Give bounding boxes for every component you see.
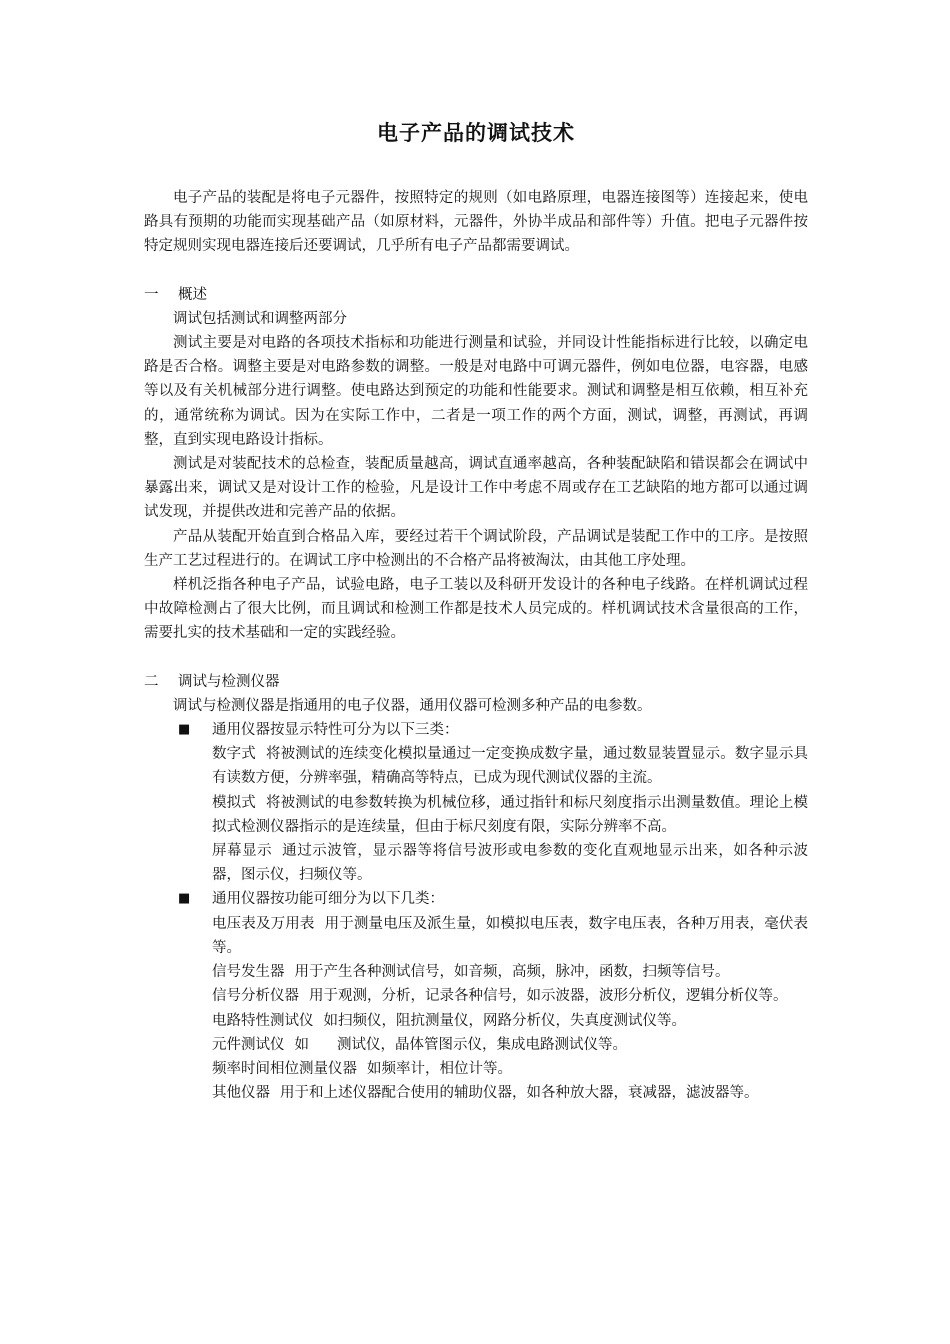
- spacer: [144, 646, 808, 670]
- item-text: 将被测试的电参数转换为机械位移，通过指针和标尺刻度指示出测量数值。理论上模拟式检测仪器指示的是连续量，但由于标尺刻度有限，实际分辨率不高。: [212, 794, 809, 835]
- list-item: [144, 839, 808, 887]
- section1-paragraph-3: 产品从装配开始直到合格品入库，要经过若干个调试阶段，产品调试是装配工作中的工序。是按照生产工艺过程进行的。在调试工序中检测出的不合格产品将被淘汰，由其他工序处理。: [144, 528, 808, 569]
- square-bullet-icon: ■: [178, 891, 191, 907]
- section2-intro: 调试与检测仪器是指通用的电子仪器，通用仪器可检测多种产品的电参数。: [173, 697, 652, 714]
- section1-subtitle: 调试包括测试和调整两部分: [173, 310, 347, 327]
- item-term: 电路特性测试仪: [212, 1012, 314, 1029]
- list-item: [144, 960, 808, 984]
- list-item: [144, 1081, 808, 1105]
- bullet-display-types: [144, 718, 808, 742]
- item-text: 如频率计，相位计等。: [367, 1060, 512, 1077]
- section1-title: 概述: [178, 286, 207, 303]
- section1-number: 一: [144, 286, 159, 303]
- item-text: 用于观测，分析，记录各种信号，如示波器，波形分析仪，逻辑分析仪等。: [309, 988, 788, 1005]
- item-text: 将被测试的连续变化模拟量通过一定变换成数字量，通过数显装置显示。数字显示具有读数方便，分辨率强，精确高等特点，已成为现代测试仪器的主流。: [212, 746, 809, 787]
- item-term: 频率时间相位测量仪器: [212, 1060, 357, 1077]
- section2-title: 调试与检测仪器: [178, 673, 280, 690]
- section1-paragraph-2: 测试是对装配技术的总检查，装配质量越高，调试直通率越高，各种装配缺陷和错误都会在调试中暴露出来，调试又是对设计工作的检验，凡是设计工作中考虑不周或存在工艺缺陷的地方都可以通过调试发现，并提供改进和完善产品的依据。: [144, 456, 808, 521]
- item-text: 用于和上述仪器配合使用的辅助仪器，如各种放大器，衰减器，滤波器等。: [280, 1085, 759, 1102]
- list-item: [144, 1009, 808, 1033]
- item-text: 用于测量电压及派生量，如模拟电压表，数字电压表，各种万用表，毫伏表等。: [212, 915, 808, 956]
- section2-heading: [144, 670, 808, 694]
- item-term: 信号分析仪器: [212, 988, 299, 1005]
- intro-paragraph: 电子产品的装配是将电子元器件，按照特定的规则（如电路原理，电器连接图等）连接起来，使电路具有预期的功能而实现基础产品（如原材料，元器件，外协半成品和部件等）升值。把电子元器件按特定规则实现电器连接后还要调试，几乎所有电子产品都需要调试。: [144, 190, 808, 255]
- bullet-heading: 通用仪器按显示特性可分为以下三类：: [212, 722, 459, 739]
- spacer: [144, 259, 808, 283]
- list-item: [144, 984, 808, 1008]
- list-item: [144, 791, 808, 839]
- list-item: [144, 912, 808, 960]
- document-title: 电子产品的调试技术: [377, 120, 575, 145]
- list-item: [144, 1057, 808, 1081]
- item-text: 用于产生各种测试信号，如音频，高频，脉冲，函数，扫频等信号。: [294, 964, 730, 981]
- item-text: 通过示波管，显示器等将信号波形或电参数的变化直观地显示出来，如各种示波器，图示仪，扫频仪等。: [212, 843, 809, 884]
- list-item: [144, 1033, 808, 1057]
- item-term: 数字式: [212, 746, 256, 763]
- section2-number: 二: [144, 673, 159, 690]
- section1-heading: [144, 283, 808, 307]
- section1-paragraph-4: 样机泛指各种电子产品，试验电路，电子工装以及科研开发设计的各种电子线路。在样机调试过程中故障检测占了很大比例，而且调试和检测工作都是技术人员完成的。样机调试技术含量很高的工作，需要扎实的技术基础和一定的实践经验。: [144, 577, 808, 642]
- item-term: 电压表及万用表: [212, 915, 315, 932]
- list-item: [144, 742, 808, 790]
- item-text-a: 如: [294, 1036, 309, 1053]
- item-term: 其他仪器: [212, 1085, 270, 1102]
- section1-paragraph-1: 测试主要是对电路的各项技术指标和功能进行测量和试验，并同设计性能指标进行比较，以确定电路是否合格。调整主要是对电路参数的调整。一般是对电路中可调元器件，例如电位器，电容器，电感等以及有关机械部分进行调整。使电路达到预定的功能和性能要求。测试和调整是相互依赖，相互补充的，通常统称为调试。因为在实际工作中，二者是一项工作的两个方面，测试，调整，再测试，再调整，直到实现电路设计指标。: [144, 335, 808, 448]
- item-text-b: 测试仪，晶体管图示仪，集成电路测试仪等。: [337, 1036, 627, 1053]
- item-term: 屏幕显示: [212, 843, 273, 860]
- bullet-heading: 通用仪器按功能可细分为以下几类：: [212, 891, 444, 908]
- bullet-function-types: [144, 887, 808, 911]
- item-term: 信号发生器: [212, 964, 285, 981]
- item-term: 模拟式: [212, 794, 256, 811]
- item-term: 元件测试仪: [212, 1036, 285, 1053]
- square-bullet-icon: ■: [178, 722, 191, 738]
- item-text: 如扫频仪，阻抗测量仪，网路分析仪，失真度测试仪等。: [323, 1012, 686, 1029]
